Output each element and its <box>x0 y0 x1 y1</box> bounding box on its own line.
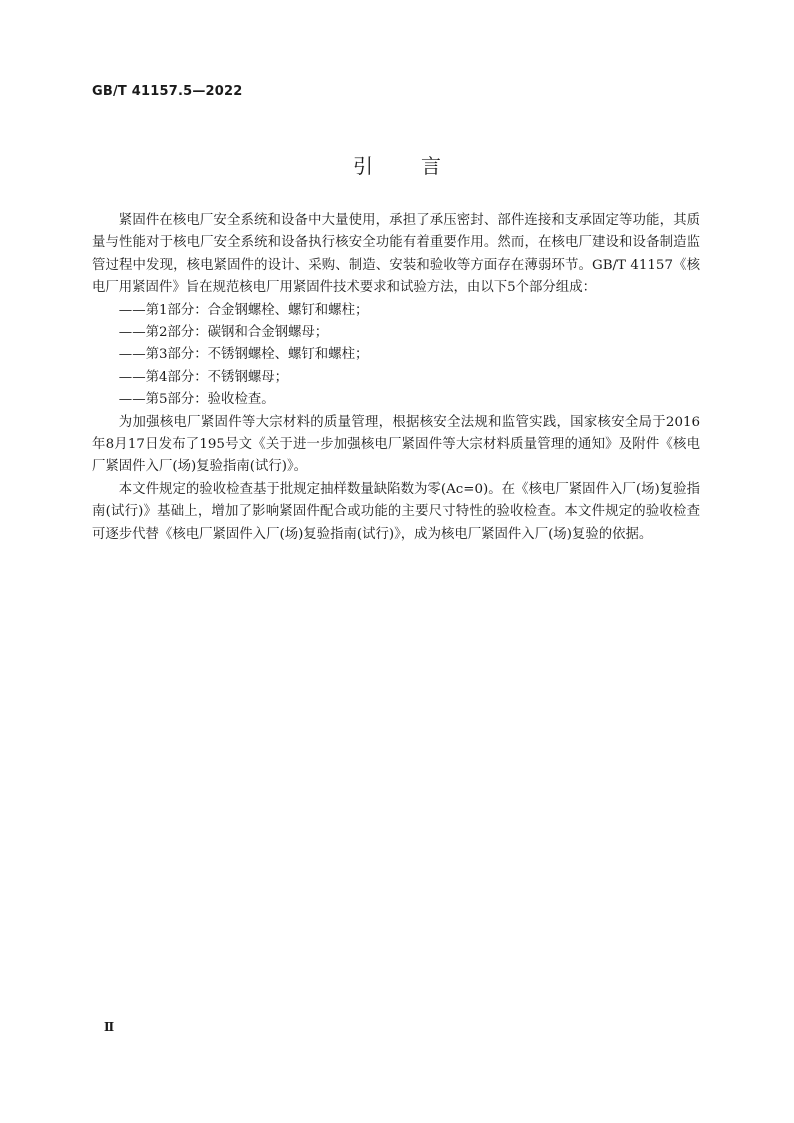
list-item-part-4: ——第4部分：不锈钢螺母； <box>118 369 289 385</box>
standard-code: GB/T 41157.5—2022 <box>92 84 243 99</box>
paragraph-acceptance: 本文件规定的验收检查基于批规定抽样数量缺陷数为零(Ac=0)。在《核电厂紧固件入厂(场)复验指南(试行)》基础上，增加了影响紧固件配合或功能的主要尺寸特性的验收检查。本文件规定的验收检查可逐步代替《核电厂紧固件入厂(场)复验指南(试行)》，成为核电厂紧固件入厂(场)复验的依据。 <box>92 481 700 542</box>
paragraph-intro: 紧固件在核电厂安全系统和设备中大量使用，承担了承压密封、部件连接和支承固定等功能，其质量与性能对于核电厂安全系统和设备执行核安全功能有着重要作用。然而，在核电厂建设和设备制造监管过程中发现，核电紧固件的设计、采购、制造、安装和验收等方面存在薄弱环节。GB/T 41157《核电厂用紧固件》旨在规范核电厂用紧固件技术要求和试验方法，由以下5个部分组成： <box>92 213 700 296</box>
page-number: Ⅱ <box>104 1020 115 1034</box>
document-body <box>92 210 700 546</box>
list-item-part-1: ——第1部分：合金钢螺栓、螺钉和螺柱； <box>118 302 369 318</box>
paragraph-regulation: 为加强核电厂紧固件等大宗材料的质量管理，根据核安全法规和监管实践，国家核安全局于2016年8月17日发布了195号文《关于进一步加强核电厂紧固件等大宗材料质量管理的通知》及附件《核电厂紧固件入厂(场)复验指南(试行)》。 <box>92 414 700 475</box>
section-title: 引言 <box>353 154 489 178</box>
list-item-part-3: ——第3部分：不锈钢螺栓、螺钉和螺柱； <box>118 347 369 363</box>
list-item-part-5: ——第5部分：验收检查。 <box>118 392 275 408</box>
list-item-part-2: ——第2部分：碳钢和合金钢螺母； <box>118 325 329 341</box>
